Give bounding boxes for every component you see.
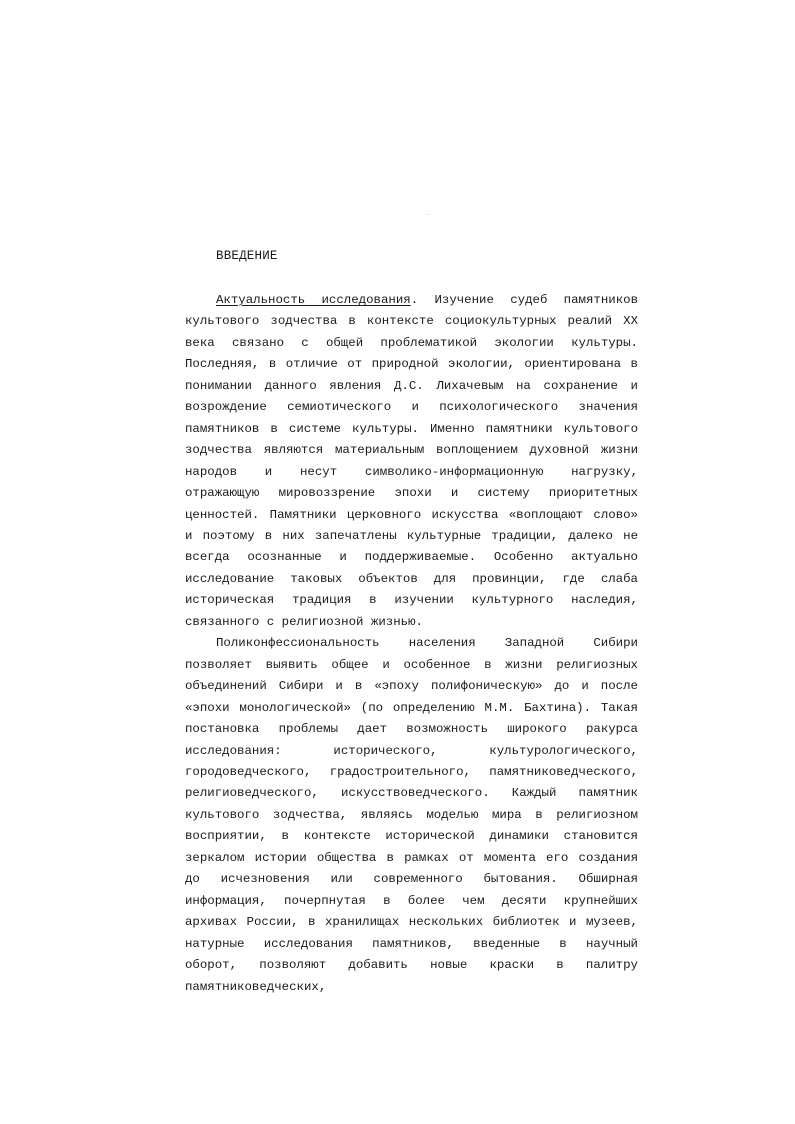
body-text [185, 290, 638, 998]
paragraph-multiconfessional [185, 633, 638, 998]
scan-speck [427, 214, 428, 215]
paragraph-text: . Изучение судеб памятников культового зодчества в контексте социокультурных реалий XX века связано с общей проблематикой экологии культуры. Последняя, в отличие от природной экологии, ориентирована в понимании данного явления Д.С. Лихачевым на сохранение и возрождение семиотического и психологического значения памятников в системе культуры. Именно памятники культового зодчества являются материальным воплощением духовной жизни народов и несут символико-информационную нагрузку, отражающую мировоззрение эпохи и систему приоритетных ценностей. Памятники церковного искусства «воплощают слово» и поэтому в них запечатлены культурные традиции, далеко не всегда осознанные и поддерживаемые. Особенно актуально исследование таковых объектов для провинции, где слаба историческая традиция в изучении культурного наследия, связанного с религиозной жизнью. [185, 293, 639, 629]
section-heading: ВВЕДЕНИЕ [216, 249, 278, 263]
paragraph-relevance [185, 290, 638, 633]
paragraph-text: Поликонфессиональность населения Западной Сибири позволяет выявить общее и особенное в жизни религиозных объединений Сибири и в «эпоху полифоническую» до и после «эпохи монологической» (по определению М.М. Бахтина). Такая постановка проблемы дает возможность широкого ракурса исследования: исторического, культурологического, городоведческого, градостроительного, памятниковедческого, религиоведческого, искусствоведческого. Каждый памятник культового зодчества, являясь моделью мира в религиозном восприятии, в контексте исторической динамики становится зеркалом истории общества в рамках от момента его создания до исчезновения или современного бытования. Обширная информация, почерпнутая в более чем десяти крупнейших архивах России, в хранилищах нескольких библиотек и музеев, натурные исследования памятников, введенные в научный оборот, позволяют добавить новые краски в палитру памятниковедческих, [185, 636, 638, 994]
paragraph-lead: Актуальность исследования [216, 293, 411, 307]
